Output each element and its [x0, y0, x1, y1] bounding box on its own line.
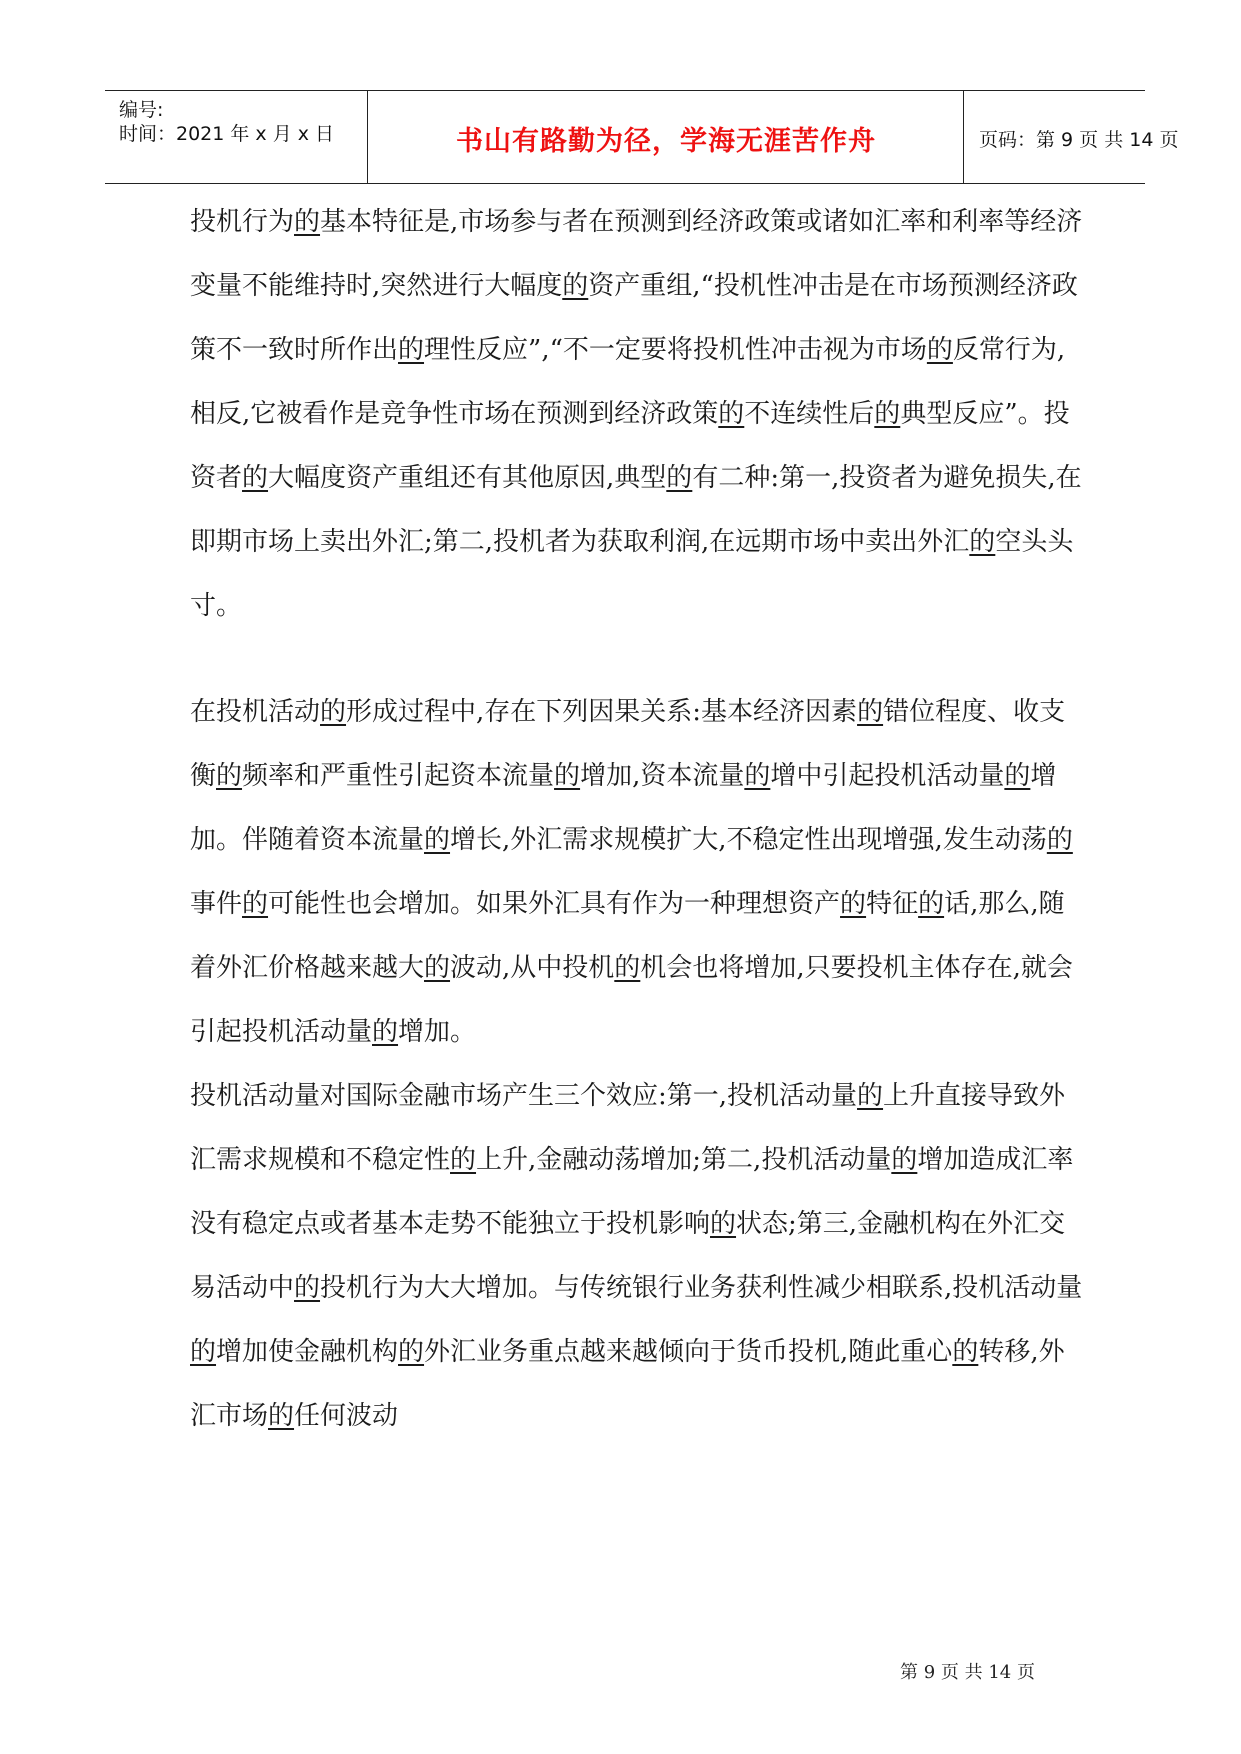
underlined-word: 的 — [857, 1081, 884, 1111]
underlined-word: 的 — [1004, 761, 1031, 791]
text-run: 反常行为,相反,它被看作是竞争性市场在预测到经济政策 — [190, 335, 1066, 429]
underlined-word: 的 — [926, 335, 953, 365]
text-run: 理性反应”,“不一定要将投机性冲击视为市场 — [424, 335, 927, 365]
document-number-label: 编号: — [119, 99, 164, 121]
text-run: 状态;第三,金融机构在外汇交易活动中 — [190, 1209, 1066, 1303]
header-page-code: 页码：第 9 页 共 14 页 — [979, 129, 1179, 151]
underlined-word: 的 — [242, 463, 269, 493]
underlined-word: 的 — [840, 889, 867, 919]
underlined-word: 的 — [424, 953, 451, 983]
text-run: 增加。伴随着资本流量 — [190, 761, 1057, 855]
underlined-word: 的 — [320, 697, 347, 727]
underlined-word: 的 — [294, 207, 321, 237]
text-run: 错位程度、收支衡 — [190, 697, 1066, 791]
text-run: 形成过程中,存在下列因果关系:基本经济因素 — [346, 697, 858, 727]
text-run: 不连续性后 — [744, 399, 875, 429]
text-run: 频率和严重性引起资本流量 — [242, 761, 555, 791]
text-run: 转移,外汇市场 — [190, 1337, 1065, 1431]
text-run: 增长,外汇需求规模扩大,不稳定性出现增强,发生动荡 — [450, 825, 1047, 855]
underlined-word: 的 — [614, 953, 641, 983]
underlined-word: 的 — [294, 1273, 321, 1303]
underlined-word: 的 — [969, 527, 996, 557]
header-page-cell — [965, 91, 1179, 183]
document-time: 时间：2021 年 x 月 x 日 — [119, 123, 335, 145]
text-run: 投机行为大大增加。与传统银行业务获利性减少相联系,投机活动量 — [320, 1273, 1083, 1303]
paragraph-3 — [190, 1064, 1090, 1448]
underlined-word: 的 — [710, 1209, 737, 1239]
text-run: 事件 — [190, 889, 243, 919]
text-run: 增加。 — [398, 1017, 477, 1047]
paragraph-2 — [190, 680, 1090, 1064]
text-run: 特征 — [866, 889, 919, 919]
text-run: 大幅度资产重组还有其他原因,典型 — [268, 463, 667, 493]
underlined-word: 的 — [918, 889, 945, 919]
document-body — [190, 190, 1090, 1448]
text-run: 增加使金融机构 — [216, 1337, 399, 1367]
underlined-word: 的 — [891, 1145, 918, 1175]
text-run: 可能性也会增加。如果外汇具有作为一种理想资产 — [268, 889, 841, 919]
text-run: 外汇业务重点越来越倾向于货币投机,随此重心 — [424, 1337, 953, 1367]
text-run: 任何波动 — [294, 1401, 399, 1431]
paragraph-1 — [190, 190, 1090, 638]
underlined-word: 的 — [242, 889, 269, 919]
text-run: 投机活动量对国际金融市场产生三个效应:第一,投机活动量 — [190, 1081, 858, 1111]
underlined-word: 的 — [450, 1145, 477, 1175]
underlined-word: 的 — [398, 1337, 425, 1367]
text-run: 增中引起投机活动量 — [770, 761, 1005, 791]
text-run: 上升,金融动荡增加;第二,投机活动量 — [476, 1145, 892, 1175]
text-run: 在投机活动 — [190, 697, 321, 727]
underlined-word: 的 — [562, 271, 589, 301]
header-meta-cell — [105, 91, 368, 183]
underlined-word: 的 — [874, 399, 901, 429]
underlined-word: 的 — [554, 761, 581, 791]
text-run: 机会也将增加,只要投机主体存在,就会引起投机活动量 — [190, 953, 1073, 1047]
header-motto: 书山有路勤为径，学海无涯苦作舟 — [456, 126, 876, 157]
text-run: 投机行为 — [190, 207, 295, 237]
text-run: 基本特征是,市场参与者在预测到经济政策或诸如汇率和利率等经济变量不能维持时,突然进行大幅度 — [190, 207, 1083, 301]
text-run: 增加,资本流量 — [580, 761, 745, 791]
underlined-word: 的 — [424, 825, 451, 855]
underlined-word: 的 — [857, 697, 884, 727]
underlined-word: 的 — [744, 761, 771, 791]
underlined-word: 的 — [718, 399, 745, 429]
underlined-word: 的 — [666, 463, 693, 493]
header-motto-cell — [369, 91, 964, 183]
underlined-word: 的 — [372, 1017, 399, 1047]
page-header — [105, 90, 1179, 184]
underlined-word: 的 — [190, 1337, 217, 1367]
text-run: 资产重组,“投机性冲击是在市场预测经济政策不一致时所作出 — [190, 271, 1078, 365]
underlined-word: 的 — [216, 761, 243, 791]
text-run: 增加造成汇率没有稳定点或者基本走势不能独立于投机影响 — [190, 1145, 1074, 1239]
text-run: 典型反应”。投资者 — [190, 399, 1070, 493]
text-run: 空头头寸。 — [190, 527, 1074, 621]
underlined-word: 的 — [268, 1401, 295, 1431]
underlined-word: 的 — [1046, 825, 1073, 855]
underlined-word: 的 — [952, 1337, 979, 1367]
text-run: 有二种:第一,投资者为避免损失,在即期市场上卖出外汇;第二,投机者为获取利润,在远期市场中卖出外汇 — [190, 463, 1082, 557]
underlined-word: 的 — [398, 335, 425, 365]
page-footer-indicator: 第 9 页 共 14 页 — [900, 1662, 1035, 1683]
text-run: 上升直接导致外汇需求规模和不稳定性 — [190, 1081, 1066, 1175]
text-run: 波动,从中投机 — [450, 953, 615, 983]
text-run: 话,那么,随着外汇价格越来越大 — [190, 889, 1065, 983]
